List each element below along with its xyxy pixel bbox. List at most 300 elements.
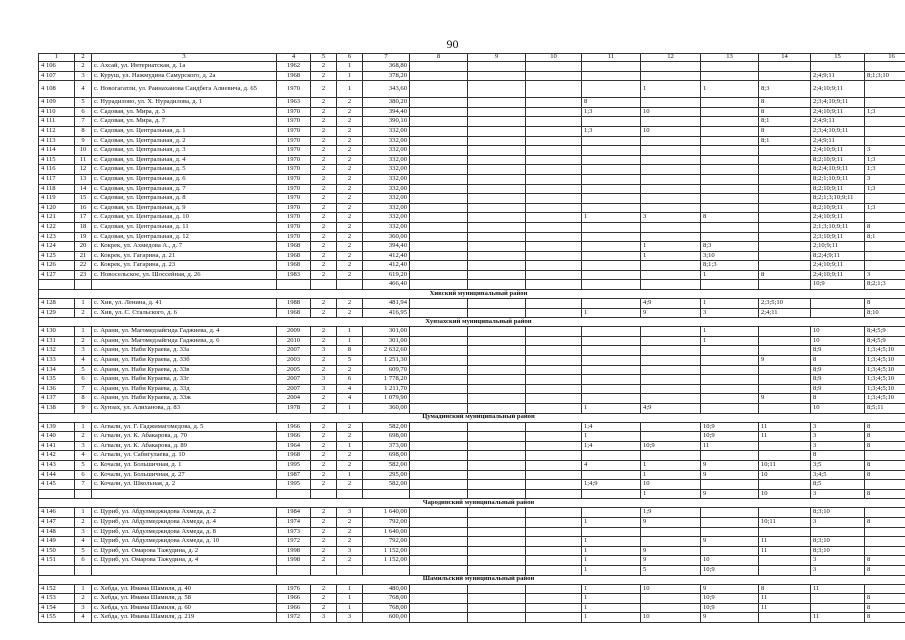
- cell-c11: [582, 356, 641, 366]
- cell-c14: 9: [759, 394, 811, 404]
- cell-c8: [410, 126, 468, 136]
- table-row: [39, 251, 905, 261]
- cell-c15: 8: [811, 356, 865, 366]
- cell-c16: [865, 62, 905, 72]
- cell-c12: [641, 451, 701, 461]
- cell-c8: [410, 480, 468, 490]
- cell-c12: [641, 375, 701, 385]
- cell-c6: 2: [337, 365, 363, 375]
- cell-c12: [641, 394, 701, 404]
- cell-c6: 3: [337, 508, 363, 518]
- cell-c11: 1;3: [582, 126, 641, 136]
- cell-c15: 2;4;10;9;11: [811, 213, 865, 223]
- cell-year: 1978: [277, 404, 311, 414]
- cell-c5: 2: [311, 394, 337, 404]
- cell-c9: [468, 146, 526, 156]
- table-row: [39, 280, 905, 290]
- column-number-row: [39, 54, 905, 62]
- table-row: [39, 594, 905, 604]
- cell-addr: с. Новосельское, ул. Шоссейная, д. 26: [92, 270, 277, 280]
- cell-c9: [468, 308, 526, 318]
- cell-area: 1 778,20: [363, 375, 410, 385]
- cell-id: 4 154: [39, 603, 75, 613]
- cell-c10: [526, 375, 582, 385]
- cell-n: 12: [75, 165, 92, 175]
- cell-n: 7: [75, 384, 92, 394]
- cell-id: 4 130: [39, 327, 75, 337]
- cell-c6: 2: [337, 451, 363, 461]
- cell-c9: [468, 365, 526, 375]
- cell-c10: [526, 174, 582, 184]
- cell-c14: [759, 346, 811, 356]
- cell-area: 768,00: [363, 603, 410, 613]
- cell-c8: [410, 242, 468, 252]
- cell-c8: [410, 203, 468, 213]
- cell-c11: 1;3: [582, 107, 641, 117]
- cell-area: 360,00: [363, 404, 410, 414]
- cell-c6: 2: [337, 460, 363, 470]
- cell-c14: 11: [759, 594, 811, 604]
- cell-c8: [410, 213, 468, 223]
- cell-n: 3: [75, 71, 92, 81]
- cell-c9: [468, 213, 526, 223]
- cell-c8: [410, 470, 468, 480]
- cell-c9: [468, 174, 526, 184]
- cell-c8: [410, 603, 468, 613]
- cell-c15: [811, 594, 865, 604]
- cell-c9: [468, 126, 526, 136]
- cell-c6: 2: [337, 537, 363, 547]
- cell-c16: 8: [865, 565, 905, 575]
- cell-c11: 1;4: [582, 441, 641, 451]
- column-number: 7: [363, 54, 410, 62]
- cell-c14: [759, 155, 811, 165]
- cell-c6: [337, 565, 363, 575]
- cell-addr: с. Садовая, ул. Центральная, д. 12: [92, 232, 277, 242]
- cell-c6: 2: [337, 136, 363, 146]
- cell-year: 1970: [277, 136, 311, 146]
- cell-id: 4 114: [39, 146, 75, 156]
- table-row: [39, 165, 905, 175]
- cell-c10: [526, 155, 582, 165]
- cell-n: 6: [75, 107, 92, 117]
- cell-c14: [759, 556, 811, 566]
- cell-n: 5: [75, 365, 92, 375]
- cell-c15: 8;2;10;9;11: [811, 203, 865, 213]
- cell-c10: [526, 432, 582, 442]
- cell-c5: 2: [311, 222, 337, 232]
- cell-c15: [811, 299, 865, 309]
- cell-n: 1: [75, 327, 92, 337]
- cell-c14: [759, 222, 811, 232]
- cell-c16: [865, 451, 905, 461]
- cell-n: 4: [75, 537, 92, 547]
- cell-c15: 8;2;10;9;11: [811, 155, 865, 165]
- cell-c14: 8: [759, 98, 811, 108]
- cell-id: 4 148: [39, 527, 75, 537]
- section-title: Чародинский муниципальный район: [39, 499, 905, 508]
- column-number: 6: [337, 54, 363, 62]
- table-row: [39, 422, 905, 432]
- cell-c14: [759, 242, 811, 252]
- cell-c9: [468, 261, 526, 271]
- cell-c15: 8: [811, 451, 865, 461]
- cell-c13: [701, 71, 759, 81]
- column-number: 2: [75, 54, 92, 62]
- cell-c12: [641, 184, 701, 194]
- cell-area: 619,20: [363, 270, 410, 280]
- cell-c16: 8;1: [865, 232, 905, 242]
- cell-c12: 1: [641, 470, 701, 480]
- cell-c8: [410, 336, 468, 346]
- cell-c8: [410, 184, 468, 194]
- cell-c16: 8: [865, 517, 905, 527]
- cell-c14: [759, 146, 811, 156]
- cell-c12: 10: [641, 126, 701, 136]
- cell-area: 332,00: [363, 146, 410, 156]
- cell-year: 1976: [277, 584, 311, 594]
- cell-id: 4 122: [39, 222, 75, 232]
- cell-addr: с. Агвали, ул. К. Абакарова, д. 70: [92, 432, 277, 442]
- cell-c5: 2: [311, 165, 337, 175]
- cell-id: 4 118: [39, 184, 75, 194]
- cell-c5: 2: [311, 117, 337, 127]
- cell-c13: [701, 517, 759, 527]
- cell-c8: [410, 251, 468, 261]
- cell-addr: с. Садовая, ул. Центральная, д. 6: [92, 174, 277, 184]
- cell-area: 332,00: [363, 165, 410, 175]
- table-row: [39, 603, 905, 613]
- cell-c5: 2: [311, 213, 337, 223]
- cell-c8: [410, 165, 468, 175]
- cell-n: 21: [75, 251, 92, 261]
- cell-n: 4: [75, 613, 92, 623]
- cell-c10: [526, 184, 582, 194]
- cell-c14: 2;4;11: [759, 308, 811, 318]
- cell-area: 412,40: [363, 261, 410, 271]
- table-row: [39, 451, 905, 461]
- table-row: [39, 584, 905, 594]
- cell-n: 2: [75, 517, 92, 527]
- cell-c9: [468, 565, 526, 575]
- cell-c11: [582, 527, 641, 537]
- cell-year: 1970: [277, 126, 311, 136]
- cell-c15: 2;4;10;9;11: [811, 261, 865, 271]
- cell-c16: 1;3;4;5;10: [865, 375, 905, 385]
- cell-c8: [410, 556, 468, 566]
- cell-n: 11: [75, 155, 92, 165]
- cell-id: 4 107: [39, 71, 75, 81]
- cell-c11: 1: [582, 404, 641, 414]
- cell-c16: 8;10: [865, 308, 905, 318]
- cell-c8: [410, 308, 468, 318]
- cell-c6: 1: [337, 81, 363, 98]
- cell-c5: 2: [311, 356, 337, 366]
- cell-c14: 8;3: [759, 81, 811, 98]
- cell-n: 15: [75, 194, 92, 204]
- cell-c9: [468, 489, 526, 499]
- cell-c16: [865, 242, 905, 252]
- cell-c9: [468, 556, 526, 566]
- cell-id: 4 116: [39, 165, 75, 175]
- cell-c9: [468, 404, 526, 414]
- cell-c11: 1;4: [582, 422, 641, 432]
- cell-c6: 1: [337, 71, 363, 81]
- table-row: [39, 394, 905, 404]
- cell-year: 1968: [277, 71, 311, 81]
- cell-n: 6: [75, 375, 92, 385]
- cell-c16: [865, 117, 905, 127]
- column-number: 16: [865, 54, 905, 62]
- cell-c10: [526, 517, 582, 527]
- cell-c14: [759, 203, 811, 213]
- cell-c16: [865, 546, 905, 556]
- column-number: 3: [92, 54, 277, 62]
- cell-year: 1964: [277, 441, 311, 451]
- cell-c10: [526, 584, 582, 594]
- cell-c6: 2: [337, 98, 363, 108]
- cell-id: 4 110: [39, 107, 75, 117]
- cell-c8: [410, 537, 468, 547]
- cell-c12: 5: [641, 565, 701, 575]
- cell-c12: [641, 270, 701, 280]
- cell-c15: 10: [811, 327, 865, 337]
- cell-c13: 10;9: [701, 565, 759, 575]
- cell-c13: [701, 146, 759, 156]
- cell-c13: [701, 203, 759, 213]
- table-row: [39, 126, 905, 136]
- cell-n: 1: [75, 508, 92, 518]
- cell-year: 2007: [277, 375, 311, 385]
- cell-area: 582,00: [363, 460, 410, 470]
- cell-c14: [759, 327, 811, 337]
- cell-c8: [410, 107, 468, 117]
- cell-c15: 8;3;10: [811, 546, 865, 556]
- cell-c14: [759, 527, 811, 537]
- cell-c11: [582, 261, 641, 271]
- cell-c10: [526, 384, 582, 394]
- cell-c8: [410, 117, 468, 127]
- cell-c5: 2: [311, 537, 337, 547]
- cell-c8: [410, 146, 468, 156]
- table-row: [39, 489, 905, 499]
- cell-c6: 2: [337, 107, 363, 117]
- cell-c13: 9: [701, 613, 759, 623]
- cell-c14: [759, 613, 811, 623]
- cell-year: 1970: [277, 146, 311, 156]
- table-row: [39, 242, 905, 252]
- cell-id: [39, 489, 75, 499]
- cell-c11: [582, 136, 641, 146]
- cell-c8: [410, 62, 468, 72]
- cell-c11: [582, 62, 641, 72]
- cell-c13: 10;9: [701, 432, 759, 442]
- cell-c11: [582, 184, 641, 194]
- cell-area: 332,00: [363, 136, 410, 146]
- column-number: 4: [277, 54, 311, 62]
- cell-c14: [759, 451, 811, 461]
- cell-addr: с. Садовая, ул. Мира, д. 7: [92, 117, 277, 127]
- table-row: [39, 155, 905, 165]
- cell-c16: [865, 537, 905, 547]
- cell-c12: 1: [641, 81, 701, 98]
- cell-c5: 2: [311, 81, 337, 98]
- cell-year: 1970: [277, 232, 311, 242]
- cell-c16: 8: [865, 603, 905, 613]
- cell-n: 1: [75, 299, 92, 309]
- cell-c10: [526, 537, 582, 547]
- cell-c10: [526, 346, 582, 356]
- cell-id: 4 124: [39, 242, 75, 252]
- table-row: [39, 460, 905, 470]
- cell-c9: [468, 327, 526, 337]
- cell-n: 14: [75, 184, 92, 194]
- cell-c9: [468, 155, 526, 165]
- cell-c8: [410, 270, 468, 280]
- cell-c12: [641, 136, 701, 146]
- cell-n: 16: [75, 203, 92, 213]
- cell-year: 1987: [277, 470, 311, 480]
- cell-c11: 1: [582, 565, 641, 575]
- cell-c6: 1: [337, 327, 363, 337]
- cell-c8: [410, 422, 468, 432]
- cell-n: 10: [75, 146, 92, 156]
- cell-c15: 2;4;9;11: [811, 117, 865, 127]
- table-row: [39, 71, 905, 81]
- table-row: [39, 527, 905, 537]
- cell-c6: 2: [337, 251, 363, 261]
- cell-id: 4 120: [39, 203, 75, 213]
- cell-c9: [468, 470, 526, 480]
- cell-addr: с. Арани, ул. Наби Кураева, д. 33в: [92, 365, 277, 375]
- cell-addr: с. Агвали, ул. Сабигулаева, д. 10: [92, 451, 277, 461]
- cell-c8: [410, 98, 468, 108]
- cell-c13: [701, 546, 759, 556]
- cell-c14: [759, 336, 811, 346]
- table-row: [39, 270, 905, 280]
- cell-c12: [641, 280, 701, 290]
- cell-id: 4 155: [39, 613, 75, 623]
- cell-c11: 4: [582, 460, 641, 470]
- cell-addr: с. Арани, ул. Магомедзайгида Гаджиева, д. 4: [92, 327, 277, 337]
- cell-c8: [410, 517, 468, 527]
- cell-id: 4 133: [39, 356, 75, 366]
- cell-c8: [410, 356, 468, 366]
- cell-addr: с. Арани, ул. Наби Кураева, д. 33ж: [92, 394, 277, 404]
- cell-addr: с. Кочали, ул. Большичная, д. 1: [92, 460, 277, 470]
- cell-c9: [468, 432, 526, 442]
- cell-id: 4 135: [39, 375, 75, 385]
- column-number: 12: [641, 54, 701, 62]
- cell-c9: [468, 71, 526, 81]
- cell-c13: [701, 117, 759, 127]
- table-row: [39, 81, 905, 98]
- cell-area: 332,00: [363, 155, 410, 165]
- cell-id: 4 145: [39, 480, 75, 490]
- cell-c11: [582, 71, 641, 81]
- cell-addr: с. Хебда, ул. Имама Шамиля, д. 40: [92, 584, 277, 594]
- cell-n: 13: [75, 174, 92, 184]
- column-number: 13: [701, 54, 759, 62]
- cell-id: 4 112: [39, 126, 75, 136]
- table-row: [39, 107, 905, 117]
- cell-c16: [865, 508, 905, 518]
- table-row: [39, 470, 905, 480]
- cell-c6: 2: [337, 299, 363, 309]
- cell-c11: [582, 81, 641, 98]
- cell-c12: [641, 346, 701, 356]
- cell-c14: 10;11: [759, 460, 811, 470]
- cell-n: 20: [75, 242, 92, 252]
- cell-c14: 8;1: [759, 136, 811, 146]
- cell-area: 698,00: [363, 432, 410, 442]
- section-row: [39, 575, 905, 584]
- cell-c10: [526, 299, 582, 309]
- cell-area: 373,00: [363, 441, 410, 451]
- cell-c13: [701, 384, 759, 394]
- cell-c10: [526, 422, 582, 432]
- cell-c14: [759, 365, 811, 375]
- cell-year: 1972: [277, 613, 311, 623]
- section-title: Хунзахский муниципальный район: [39, 318, 905, 327]
- cell-c14: 8: [759, 107, 811, 117]
- cell-c6: [337, 280, 363, 290]
- cell-c12: [641, 71, 701, 81]
- cell-year: 1968: [277, 308, 311, 318]
- cell-c13: 10;9: [701, 603, 759, 613]
- cell-c13: [701, 174, 759, 184]
- cell-c5: 2: [311, 203, 337, 213]
- cell-area: 480,00: [363, 584, 410, 594]
- cell-c5: 2: [311, 365, 337, 375]
- cell-c12: 4;9: [641, 299, 701, 309]
- cell-addr: с. Арани, ул. Наби Кураева, д. 33д: [92, 384, 277, 394]
- cell-c5: 2: [311, 517, 337, 527]
- cell-c10: [526, 280, 582, 290]
- cell-year: 1970: [277, 107, 311, 117]
- cell-id: 4 129: [39, 308, 75, 318]
- cell-c6: 8: [337, 346, 363, 356]
- cell-c15: 3: [811, 441, 865, 451]
- column-number: 9: [468, 54, 526, 62]
- cell-c5: 2: [311, 308, 337, 318]
- cell-year: 1970: [277, 117, 311, 127]
- cell-c5: 3: [311, 613, 337, 623]
- cell-c15: 8;2;10;9;11: [811, 184, 865, 194]
- cell-addr: с. Садовая, ул. Центральная, д. 11: [92, 222, 277, 232]
- cell-c8: [410, 594, 468, 604]
- cell-c11: 1: [582, 546, 641, 556]
- cell-c10: [526, 451, 582, 461]
- column-number: 10: [526, 54, 582, 62]
- cell-c15: 3: [811, 422, 865, 432]
- cell-c9: [468, 280, 526, 290]
- cell-n: 8: [75, 126, 92, 136]
- cell-c8: [410, 451, 468, 461]
- cell-addr: с. Садовая, ул. Центральная, д. 7: [92, 184, 277, 194]
- cell-area: 412,40: [363, 251, 410, 261]
- cell-c5: 2: [311, 460, 337, 470]
- cell-c11: [582, 251, 641, 261]
- cell-c11: 1: [582, 517, 641, 527]
- cell-year: 1966: [277, 594, 311, 604]
- cell-c5: 2: [311, 441, 337, 451]
- cell-c9: [468, 299, 526, 309]
- cell-area: 698,00: [363, 451, 410, 461]
- cell-c9: [468, 117, 526, 127]
- cell-year: 1998: [277, 556, 311, 566]
- cell-c5: [311, 489, 337, 499]
